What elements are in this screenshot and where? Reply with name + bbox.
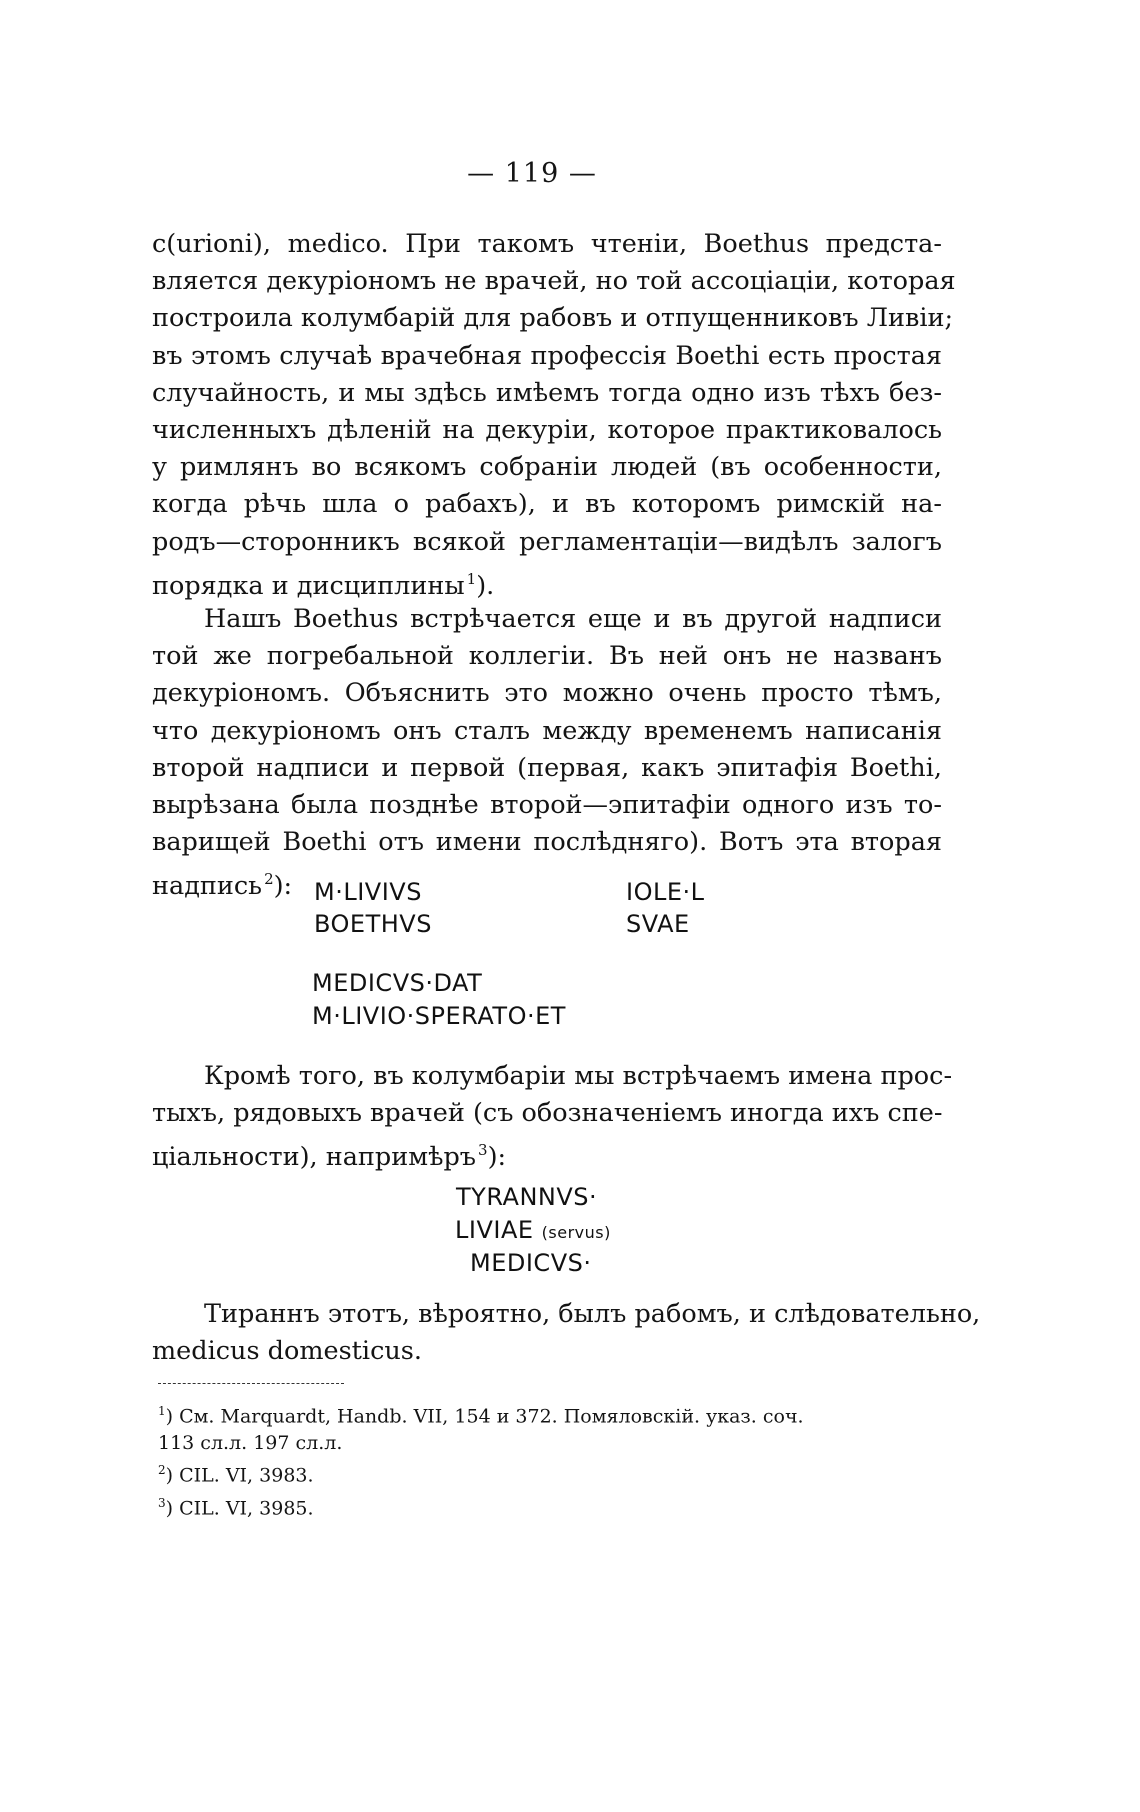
footnote-ref-2[interactable]: 2 bbox=[264, 870, 274, 889]
text-line: численныхъ дѣленій на декуріи, которое практиковалось bbox=[152, 414, 942, 445]
text-line-tail: ): bbox=[487, 1142, 507, 1173]
text-line: той же погребальной коллегіи. Въ ней онъ не названъ bbox=[152, 641, 942, 672]
text-line: у римлянъ во всякомъ собраніи людей (въ особенности, bbox=[152, 452, 942, 483]
paragraph-3 bbox=[152, 1058, 953, 1173]
inscription-1-right-line-1: IOLE·L bbox=[626, 878, 705, 906]
footnote-2 bbox=[158, 1457, 948, 1489]
text-line: что декуріономъ онъ сталъ между временемъ написанія bbox=[152, 715, 942, 746]
footnote-1-continuation: 113 сл.л. 197 сл.л. bbox=[158, 1432, 343, 1455]
text-line: случайность, и мы здѣсь имѣемъ тогда одно изъ тѣхъ без- bbox=[152, 377, 942, 408]
inscription-1-right-line-2: SVAE bbox=[626, 910, 690, 938]
text-line: декуріономъ. Объяснить это можно очень просто тѣмъ, bbox=[152, 678, 942, 709]
paragraph-4 bbox=[152, 1296, 981, 1370]
footnote-ref-1[interactable]: 1 bbox=[466, 569, 477, 588]
text-line-tail: ): bbox=[273, 871, 293, 902]
text-line: Тираннъ этотъ, вѣроятно, былъ рабомъ, и слѣдовательно, bbox=[204, 1299, 981, 1329]
inscription-1-left-line-2: BOETHVS bbox=[314, 910, 432, 938]
text-line: второй надписи и первой (первая, какъ эпитафія Boethi, bbox=[152, 752, 942, 783]
footnote-3-mark: 3 bbox=[158, 1495, 166, 1510]
text-line: варищей Boethi отъ имени послѣдняго). Вотъ эта вторая bbox=[152, 827, 942, 858]
footnote-2-text: ) CIL. VI, 3983. bbox=[165, 1464, 314, 1487]
footnote-1 bbox=[158, 1398, 948, 1430]
inscription-1-bottom-line-1: MEDICVS·DAT bbox=[312, 969, 483, 997]
footnote-3 bbox=[158, 1490, 948, 1522]
text-line-last: medicus domesticus. bbox=[152, 1336, 422, 1367]
page-number: — 119 — bbox=[467, 158, 597, 189]
text-line-last bbox=[152, 561, 942, 601]
inscription-1-bottom-line-2: M·LIVIO·SPERATO·ET bbox=[312, 1002, 566, 1030]
footnotes bbox=[158, 1398, 948, 1522]
inscription-2-line-1: TYRANNVS· bbox=[456, 1183, 598, 1211]
text-line: построила колумбарій для рабовъ и отпущенниковъ Ливіи; bbox=[152, 303, 954, 334]
text-line: вырѣзана была позднѣе второй—эпитафіи одного изъ то- bbox=[152, 789, 942, 820]
text-line-content: надпись bbox=[152, 871, 263, 902]
inscription-2-line-2-text: LIVIAE bbox=[455, 1216, 534, 1244]
text-line: въ этомъ случаѣ врачебная профессія Boethi есть простая bbox=[152, 340, 942, 371]
inscription-2-line-2 bbox=[455, 1216, 611, 1244]
footnote-3-text: ) CIL. VI, 3985. bbox=[165, 1496, 314, 1519]
text-line: c(urioni), medico. При такомъ чтеніи, Boethus предста- bbox=[152, 229, 942, 259]
footnote-1-mark: 1 bbox=[158, 1404, 166, 1418]
text-line: когда рѣчь шла о рабахъ), и въ которомъ римскій на- bbox=[152, 489, 942, 520]
text-line: Нашъ Boethus встрѣчается еще и въ другой надписи bbox=[204, 604, 942, 634]
footnote-1-text: ) См. Marquardt, Handb. VII, 154 и 372. Помяловскій. указ. соч. bbox=[165, 1405, 804, 1428]
paragraph-2 bbox=[152, 601, 942, 902]
footnote-separator bbox=[158, 1383, 344, 1384]
text-line: Кромѣ того, въ колумбаріи мы встрѣчаемъ имена прос- bbox=[204, 1061, 953, 1091]
footnote-ref-3[interactable]: 3 bbox=[478, 1141, 488, 1160]
text-line-tail: ). bbox=[476, 570, 495, 601]
text-line: родъ—сторонникъ всякой регламентаціи—видѣлъ залогъ bbox=[152, 526, 942, 557]
inscription-1-left-line-1: M·LIVIVS bbox=[314, 878, 422, 906]
text-line-content: порядка и дисциплины bbox=[152, 570, 465, 601]
text-line-content: ціальности), напримѣръ bbox=[152, 1142, 477, 1173]
paragraph-1 bbox=[152, 226, 956, 601]
text-line: тыхъ, рядовыхъ врачей (съ обозначеніемъ иногда ихъ спе- bbox=[152, 1098, 943, 1129]
text-line: вляется декуріономъ не врачей, но той ассоціаціи, которая bbox=[152, 266, 956, 297]
text-line-last bbox=[152, 1132, 942, 1173]
inscription-2-line-3: MEDICVS· bbox=[470, 1249, 592, 1277]
text-line-last bbox=[152, 861, 942, 902]
footnote-2-mark: 2 bbox=[158, 1463, 166, 1478]
inscription-2-note: (servus) bbox=[541, 1223, 611, 1242]
